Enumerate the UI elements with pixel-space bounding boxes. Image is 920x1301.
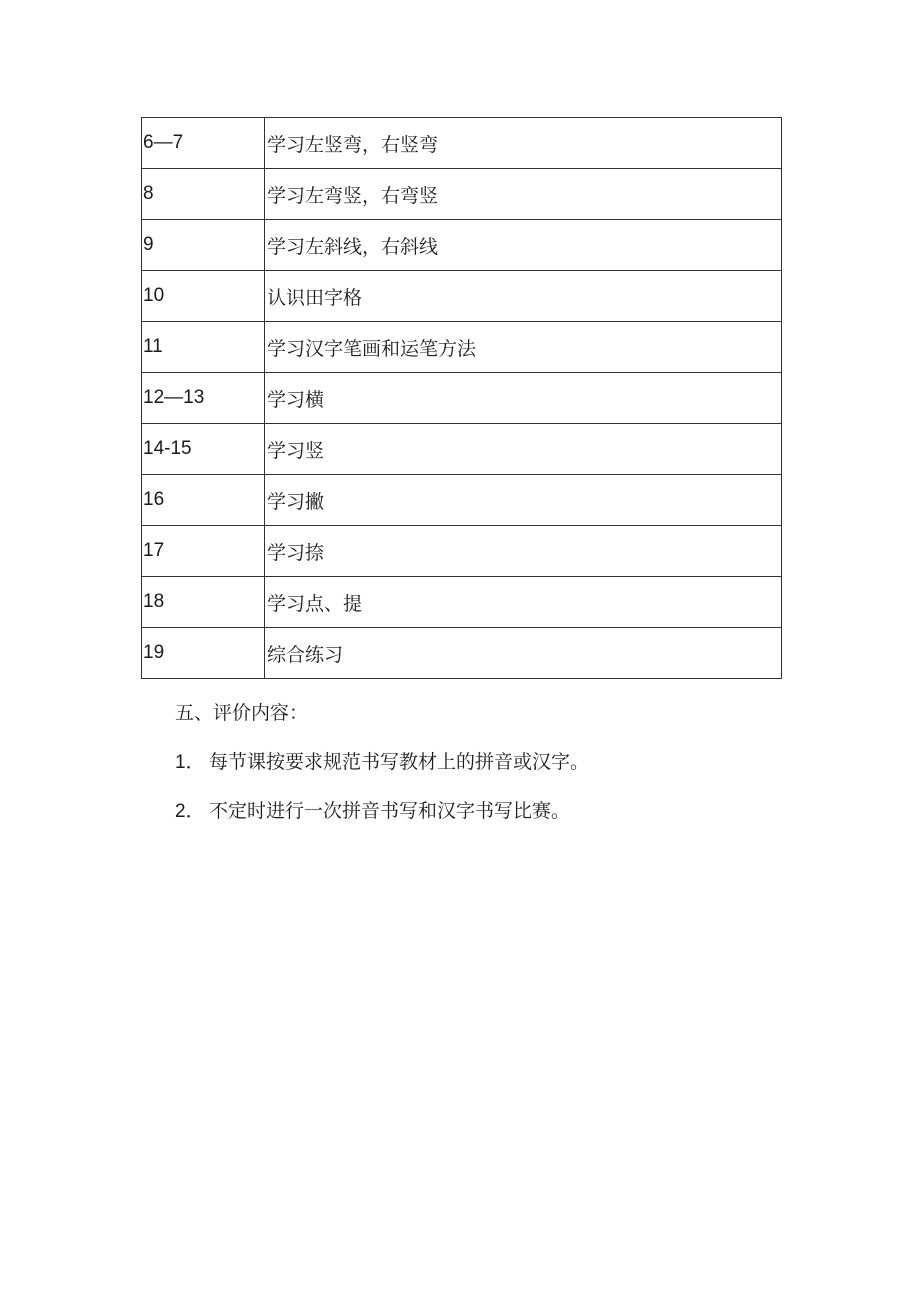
content-cell: 学习左斜线，右斜线 [265,220,782,271]
content-cell: 学习点、提 [265,577,782,628]
item-text: 每节课按要求规范书写教材上的拼音或汉字。 [209,751,590,773]
content-cell: 学习竖 [265,424,782,475]
week-cell: 16 [142,475,265,526]
content-cell: 综合练习 [265,628,782,679]
evaluation-item [175,747,589,774]
table-row [142,322,782,373]
content-cell: 学习撇 [265,475,782,526]
week-cell: 18 [142,577,265,628]
schedule-table [141,117,782,679]
content-cell: 学习横 [265,373,782,424]
week-cell: 12—13 [142,373,265,424]
content-cell: 学习捺 [265,526,782,577]
table-row [142,424,782,475]
week-cell: 6—7 [142,118,265,169]
content-cell: 认识田字格 [265,271,782,322]
content-cell: 学习左竖弯，右竖弯 [265,118,782,169]
week-cell: 14-15 [142,424,265,475]
evaluation-item [175,796,570,823]
week-cell: 17 [142,526,265,577]
table-row [142,577,782,628]
evaluation-heading: 五、评价内容： [175,702,309,724]
content-cell: 学习汉字笔画和运笔方法 [265,322,782,373]
item-text: 不定时进行一次拼音书写和汉字书写比赛。 [209,800,571,822]
table-row [142,169,782,220]
week-cell: 8 [142,169,265,220]
table-row [142,220,782,271]
table-row [142,628,782,679]
item-number: 2． [175,801,205,822]
week-cell: 10 [142,271,265,322]
week-cell: 9 [142,220,265,271]
content-cell: 学习左弯竖，右弯竖 [265,169,782,220]
table-row [142,271,782,322]
table-row [142,475,782,526]
item-number: 1． [175,752,205,773]
week-cell: 11 [142,322,265,373]
table-row [142,526,782,577]
week-cell: 19 [142,628,265,679]
table-row [142,373,782,424]
table-row [142,118,782,169]
